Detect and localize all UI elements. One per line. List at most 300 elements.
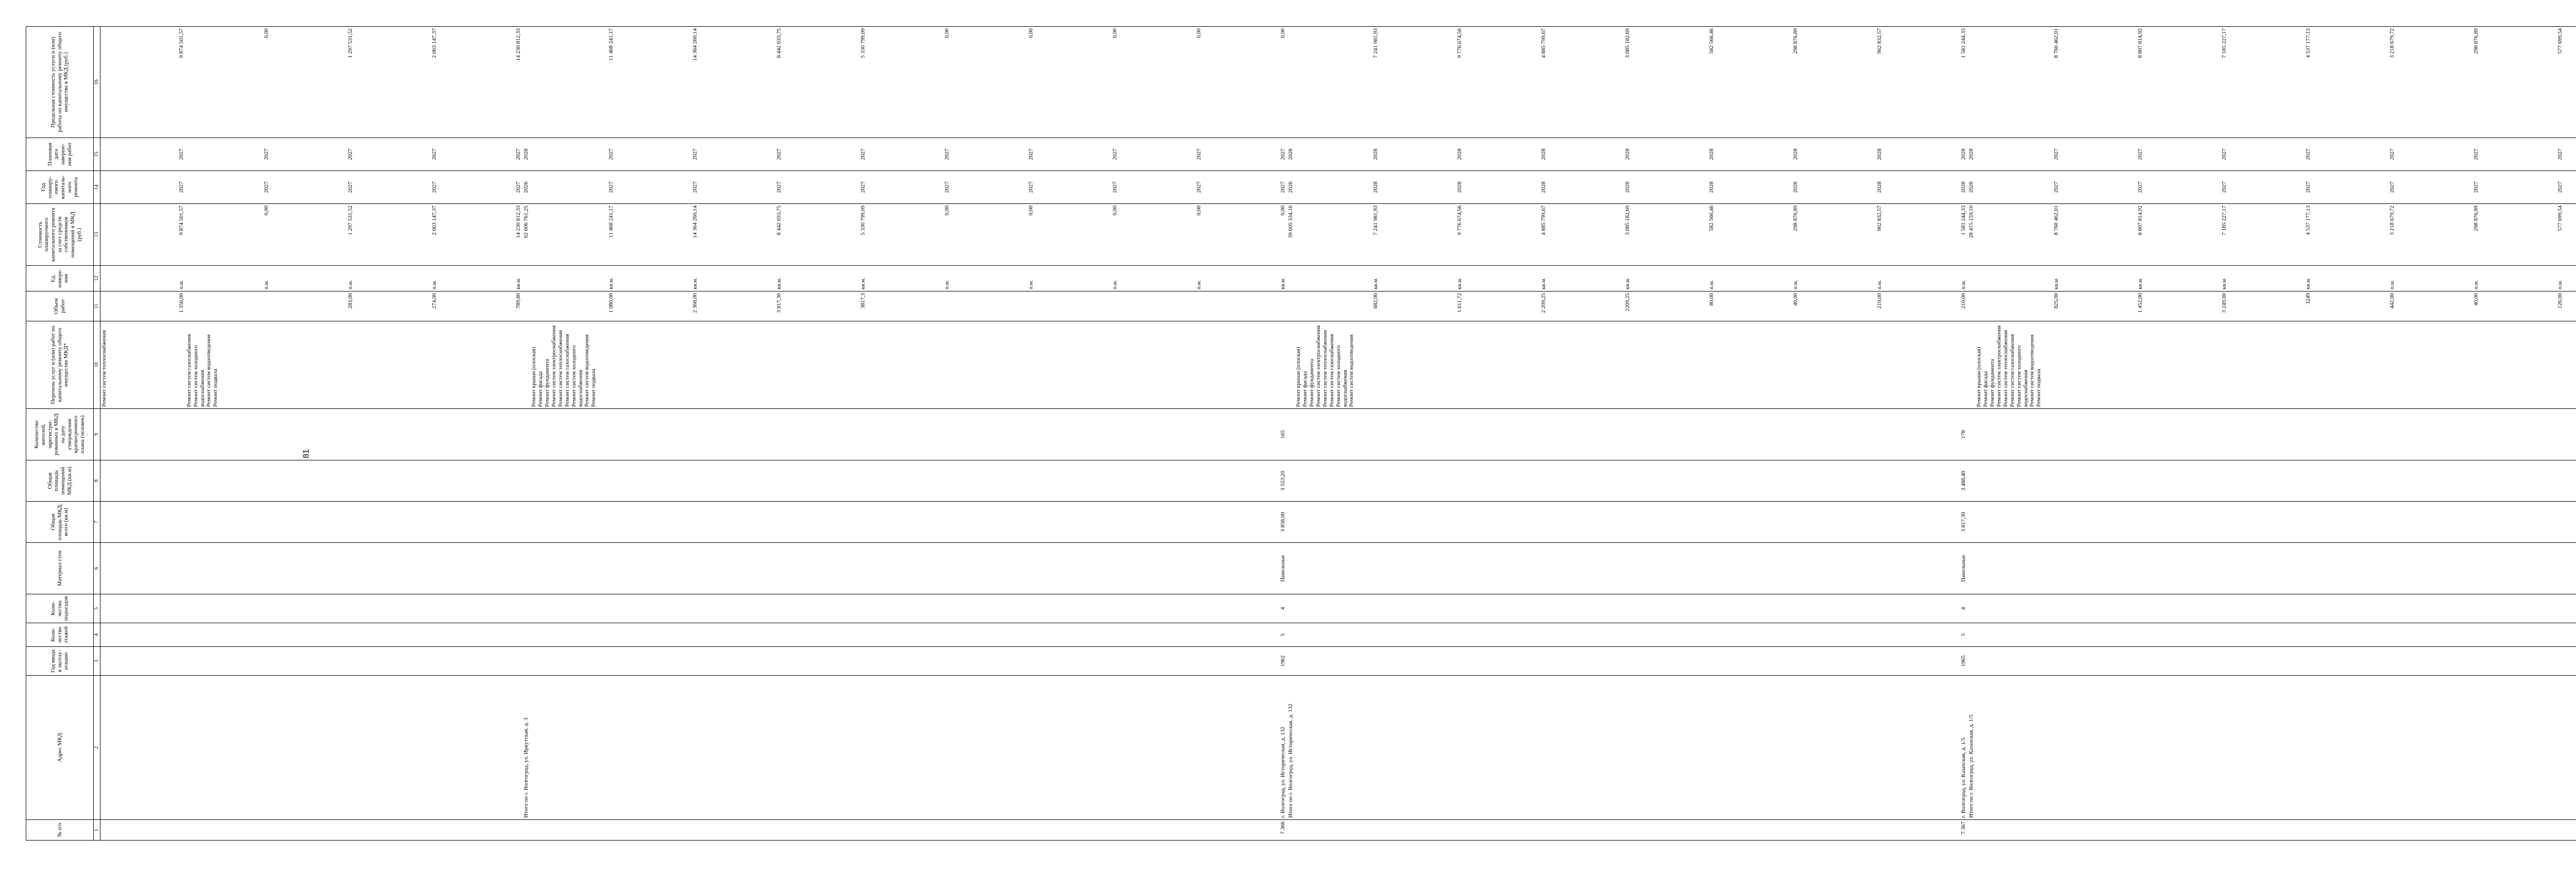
- work-max-cost: 7 241 981,93: [1372, 28, 1379, 58]
- work-plan-year: 2028: [1372, 181, 1379, 193]
- work-volume: 2 368,00: [692, 293, 698, 313]
- work-end-date: 2027: [2389, 148, 2395, 160]
- empty-cell: [1968, 460, 1975, 502]
- work-end-date: 2027: [2473, 148, 2479, 160]
- work-plan-year: 2027: [2473, 181, 2479, 193]
- work-cost-cell: [530, 204, 1287, 266]
- object-row: [1295, 27, 1968, 841]
- work-cost: 4 537 177,13: [2305, 205, 2311, 235]
- work-end-date-cell: [1295, 138, 1968, 171]
- work-volume: 789,80: [515, 293, 521, 309]
- work-volume: [951, 293, 1035, 319]
- work-plan-year: 2027: [515, 181, 521, 193]
- work-end-date: 2028: [1540, 148, 1547, 160]
- column-header: Предельная стоимость услуги и (или) работы по капитальному ремонту общего имущества в МКД (руб.): [26, 27, 94, 138]
- work-cost: 3 218 679,72: [2389, 205, 2395, 235]
- column-header: Материал стен: [26, 543, 94, 594]
- commission-year: 1965: [1295, 647, 1968, 676]
- work-max-cost: 9 874 501,57: [178, 28, 184, 58]
- column-number: 9: [94, 409, 100, 460]
- column-header: Стоимость планируемого капитального ремонта за счет средств собственников помещений в МКД (руб.): [26, 204, 94, 266]
- row-number: 7.367: [1295, 820, 1968, 841]
- work-max-cost: 14 230 812,33: [515, 28, 521, 61]
- work-unit-cell: [530, 266, 1287, 292]
- work-max-cost: 0,00: [263, 28, 269, 39]
- work-plan-year: 2028: [1624, 181, 1631, 193]
- column-number: 13: [94, 204, 100, 266]
- work-volume: 3 817,30: [776, 293, 782, 313]
- total-end-date: 2028: [1287, 138, 1295, 171]
- rooms-area: [1975, 460, 2576, 502]
- work-cost: 582 566,46: [1708, 205, 1715, 231]
- work-unit: п.м.: [1028, 280, 1034, 289]
- empty-cell: [1287, 27, 1295, 138]
- building-address: [100, 676, 186, 820]
- work-plan-year: 2027: [776, 181, 782, 193]
- work-unit: кв.м.: [608, 278, 614, 289]
- empty-cell: [1968, 266, 1975, 292]
- work-max-cost-cell: [530, 27, 1287, 138]
- row-number: [1975, 820, 2576, 841]
- work-volume: 210,00: [1876, 293, 1883, 309]
- work-max-cost: 9 776 674,56: [1456, 28, 1463, 58]
- work-max-cost: 4 885 799,67: [1540, 28, 1547, 58]
- work-max-cost: 298 876,89: [1792, 28, 1799, 54]
- work-unit: кв.м.: [776, 278, 782, 289]
- empty-cell: [522, 321, 530, 409]
- work-name-cell: [1295, 321, 1968, 409]
- work-max-cost: 11 468 241,17: [608, 28, 614, 61]
- work-volume: 40,00: [2473, 293, 2479, 306]
- work-cost: 4 885 799,67: [1540, 205, 1547, 235]
- work-name: Ремонт фасада: [537, 371, 544, 407]
- work-plan-year: 2027: [2053, 181, 2059, 193]
- work-volume: 126,00: [2557, 293, 2563, 309]
- work-end-date-cell: [1975, 138, 2576, 171]
- work-unit: кв.м.: [2305, 278, 2311, 289]
- work-unit: кв.м.: [2137, 278, 2143, 289]
- work-name: Ремонт систем водоотведения: [2029, 334, 2036, 407]
- work-max-cost: 0,00: [1028, 28, 1034, 39]
- empty-cell: [522, 409, 530, 460]
- work-name: Ремонт крыши (плоская): [1976, 347, 1982, 407]
- empty-cell: [522, 647, 530, 676]
- work-plan-year: 2027: [2389, 181, 2395, 193]
- work-end-date: 2027: [1280, 148, 1286, 160]
- empty-cell: [1968, 321, 1975, 409]
- work-volume: [186, 293, 270, 319]
- work-end-date: 2027: [178, 148, 184, 160]
- work-plan-year: 2027: [608, 181, 614, 193]
- work-max-cost-cell: [1295, 27, 1968, 138]
- work-max-cost-cell: [185, 27, 522, 138]
- empty-cell: [1287, 623, 1295, 647]
- header-row: [26, 27, 94, 841]
- empty-cell: [522, 623, 530, 647]
- work-unit: п.м.: [2473, 280, 2479, 289]
- work-end-date: 2028: [1708, 148, 1715, 160]
- rotated-page: [26, 27, 2563, 841]
- work-name: Ремонт фасада: [1982, 371, 1989, 407]
- work-max-cost-cell: [1975, 27, 2576, 138]
- work-cost: 8 807 814,92: [2137, 205, 2143, 235]
- work-unit: кв.м.: [1456, 278, 1463, 289]
- work-max-cost: 1 581 244,33: [1960, 28, 1967, 58]
- work-volume-cell: [530, 292, 1287, 321]
- wall-material: [100, 543, 186, 594]
- total-area: [100, 502, 186, 543]
- work-name: Ремонт систем газоснабжения: [564, 334, 570, 407]
- work-name: Ремонт фундамента: [544, 358, 550, 407]
- work-unit: кв.м.: [2221, 278, 2227, 289]
- column-number: 8: [94, 460, 100, 502]
- work-volume-cell: [185, 292, 522, 321]
- building-address: [1975, 676, 2576, 820]
- empty-cell: [522, 543, 530, 594]
- column-header: Ед. измере-ния: [26, 266, 94, 292]
- floor-count: 5: [1295, 623, 1968, 647]
- work-unit: п.м.: [431, 280, 437, 289]
- entrance-count: [100, 594, 186, 623]
- work-volume: 1 356,00: [178, 293, 184, 313]
- object-row: [185, 27, 522, 841]
- column-number: 2: [94, 676, 100, 820]
- work-plan-year: [2564, 173, 2576, 202]
- work-unit: кв.м.: [692, 278, 698, 289]
- residents-count: [185, 409, 522, 460]
- building-address: [185, 676, 522, 820]
- column-header: Коли-чество этажей: [26, 623, 94, 647]
- work-plan-year: 2027: [263, 181, 269, 193]
- work-end-date: 2027: [515, 148, 521, 160]
- work-cost: 1 297 531,52: [347, 205, 353, 235]
- work-plan-year-cell: [100, 171, 186, 204]
- work-name: Ремонт систем теплоснабжения: [1322, 330, 1328, 407]
- residents-count: [1975, 409, 2576, 460]
- row-number: 7.366: [530, 820, 1287, 841]
- column-header: Количество жителей, зарегистри-рованных в МКД на дату утверждения краткосрочного плана (человек): [26, 409, 94, 460]
- work-end-date: 2027: [1112, 148, 1118, 160]
- entrance-count: [1975, 594, 2576, 623]
- work-volume: 442,00: [2389, 293, 2395, 309]
- commission-year: 1962: [530, 647, 1287, 676]
- column-number: 12: [94, 266, 100, 292]
- work-volume: 1 080,00: [608, 293, 614, 313]
- work-unit: п.м.: [2389, 280, 2395, 289]
- total-area: 3 858,00: [530, 502, 1287, 543]
- work-volume: 1 611,72: [1456, 293, 1463, 313]
- empty-cell: [1287, 594, 1295, 623]
- work-volume: [1118, 293, 1202, 319]
- work-cost: 14 364 260,14: [692, 205, 698, 238]
- work-name: Ремонт систем электроснабжения: [551, 325, 557, 407]
- work-name: Ремонт систем газоснабжения: [1329, 334, 1335, 407]
- work-max-cost: 0,00: [1196, 28, 1202, 39]
- work-plan-year: 2027: [2557, 181, 2563, 193]
- work-cost: 7 241 981,93: [1372, 205, 1379, 235]
- work-max-cost: 8 807 814,92: [2137, 28, 2143, 58]
- work-plan-year: 2027: [1280, 181, 1286, 193]
- work-volume: 3817,3: [860, 293, 866, 309]
- empty-cell: [522, 502, 530, 543]
- work-unit: п.м.: [347, 280, 353, 289]
- work-name: Ремонт систем водоотведения: [206, 334, 212, 407]
- work-end-date: 2027: [431, 148, 437, 160]
- work-volume: [2564, 293, 2576, 319]
- work-volume: 210,00: [1960, 293, 1967, 309]
- work-max-cost: 962 832,57: [1876, 28, 1883, 54]
- column-number: 11: [94, 292, 100, 321]
- work-max-cost: 7 185 227,17: [2221, 28, 2227, 58]
- work-max-cost: [2564, 28, 2576, 136]
- work-cost: 0,00: [1196, 205, 1202, 216]
- work-plan-year: 2027: [860, 181, 866, 193]
- row-number: [100, 820, 186, 841]
- work-end-date: 2027: [608, 148, 614, 160]
- work-cost-cell: [1975, 204, 2576, 266]
- empty-cell: [1968, 594, 1975, 623]
- work-unit: п.м.: [1876, 280, 1883, 289]
- work-name: Ремонт систем водоотведения: [1348, 334, 1355, 407]
- work-name: Ремонт подвала: [2036, 369, 2042, 407]
- work-unit: п.м.: [2557, 280, 2563, 289]
- column-number-row: [94, 27, 100, 841]
- work-plan-year: 2027: [2137, 181, 2143, 193]
- rooms-area: 3 488,40: [1295, 460, 1968, 502]
- column-number: 4: [94, 623, 100, 647]
- work-name: Ремонт систем холодного водоснабжения: [1335, 345, 1348, 407]
- work-unit: кв.м.: [1540, 278, 1547, 289]
- work-name: Ремонт систем холодного водоснабжения: [193, 345, 206, 407]
- wall-material: [185, 543, 522, 594]
- work-plan-year: 2028: [1540, 181, 1547, 193]
- work-plan-year: 2027: [944, 181, 950, 193]
- work-unit: кв.м.: [1624, 278, 1631, 289]
- empty-cell: [1287, 647, 1295, 676]
- work-plan-year: 2028: [1876, 181, 1883, 193]
- work-unit: п.м.: [1792, 280, 1799, 289]
- work-volume: 274,00: [431, 293, 437, 309]
- work-name: Ремонт фундамента: [1309, 358, 1315, 407]
- work-plan-year-cell: [530, 171, 1287, 204]
- empty-cell: [1287, 321, 1295, 409]
- page-number: 81: [302, 449, 311, 458]
- column-number: 5: [94, 594, 100, 623]
- total-plan-year: 2028: [1968, 171, 1975, 204]
- work-plan-year: 2028: [1456, 181, 1463, 193]
- work-volume: 3249: [2305, 293, 2311, 304]
- work-end-date: [2564, 140, 2576, 169]
- rooms-area: [185, 460, 522, 502]
- column-header: Объем работ: [26, 292, 94, 321]
- work-cost: 3 085 182,69: [1624, 205, 1631, 235]
- work-end-date-cell: [530, 138, 1287, 171]
- work-unit: п.м.: [1960, 280, 1967, 289]
- work-cost: 5 330 799,09: [860, 205, 866, 235]
- commission-year: [1975, 647, 2576, 676]
- work-cost: 577 699,54: [2557, 205, 2563, 231]
- total-row: [1968, 27, 1975, 841]
- empty-cell: [1968, 543, 1975, 594]
- column-number: 3: [94, 647, 100, 676]
- empty-cell: [1968, 647, 1975, 676]
- total-cost: 39 605 334,16: [1287, 204, 1295, 266]
- work-end-date: 2027: [2137, 148, 2143, 160]
- work-max-cost: 0,00: [1280, 28, 1286, 39]
- work-volume: 80,00: [1708, 293, 1715, 306]
- work-max-cost: 298 876,89: [2473, 28, 2479, 54]
- work-unit-cell: [1295, 266, 1968, 292]
- total-end-date: 2028: [522, 138, 530, 171]
- entrance-count: [185, 594, 522, 623]
- work-volume: 3 249,00: [2221, 293, 2227, 313]
- work-max-cost: 2 063 147,37: [431, 28, 437, 58]
- work-name-cell: [530, 321, 1287, 409]
- wall-material: Панельные: [530, 543, 1287, 594]
- work-volume-cell: [1295, 292, 1968, 321]
- work-name: Ремонт крыши (плоская): [531, 347, 537, 407]
- work-end-date: 2027: [860, 148, 866, 160]
- total-area: [1975, 502, 2576, 543]
- work-name: Ремонт фундамента: [1989, 358, 1995, 407]
- floor-count: [100, 623, 186, 647]
- total-end-date: 2028: [1968, 138, 1975, 171]
- empty-cell: [1287, 543, 1295, 594]
- work-unit: п.м.: [1196, 280, 1202, 289]
- row-number-cell: [1287, 820, 1295, 841]
- capital-repair-table: [26, 26, 2576, 841]
- work-end-date: 2028: [1372, 148, 1379, 160]
- empty-cell: [1968, 502, 1975, 543]
- work-plan-year: 2027: [347, 181, 353, 193]
- work-max-cost: 8 442 033,75: [776, 28, 782, 58]
- work-end-date: 2028: [1960, 148, 1967, 160]
- total-address: Итого по г. Волгоград, ул. Казахская, д. 1/5: [1968, 676, 1975, 820]
- work-end-date: 2027: [2221, 148, 2227, 160]
- commission-year: [185, 647, 522, 676]
- floor-count: 5: [530, 623, 1287, 647]
- total-plan-year: 2026: [522, 171, 530, 204]
- empty-cell: [1287, 460, 1295, 502]
- column-header: Год планиру-емого капиталь-ного ремонта: [26, 171, 94, 204]
- work-unit: кв.м.: [1372, 278, 1379, 289]
- work-name: Ремонт подвала: [590, 369, 597, 407]
- work-cost: 8 760 462,01: [2053, 205, 2059, 235]
- column-number: 7: [94, 502, 100, 543]
- work-end-date-cell: [100, 138, 186, 171]
- work-cost-cell: [100, 204, 186, 266]
- work-cost: 1 581 244,33: [1960, 205, 1967, 235]
- column-number: 14: [94, 171, 100, 204]
- work-plan-year: 2027: [1028, 181, 1034, 193]
- work-max-cost: 1 297 531,52: [347, 28, 353, 58]
- work-cost: [2564, 205, 2576, 264]
- work-name: Ремонт систем электроснабжения: [1996, 325, 2002, 407]
- column-header: Плановая дата заверше-ния работ: [26, 138, 94, 171]
- wall-material: [1975, 543, 2576, 594]
- row-number: [185, 820, 522, 841]
- column-number: 15: [94, 138, 100, 171]
- total-cost: 28 415 159,10: [1968, 204, 1975, 266]
- work-volume-cell: [1975, 292, 2576, 321]
- work-name: Ремонт систем теплоснабжения: [2003, 330, 2009, 407]
- work-cost: 7 185 227,17: [2221, 205, 2227, 235]
- work-cost: 0,00: [1280, 205, 1286, 216]
- rooms-area: 3 553,20: [530, 460, 1287, 502]
- row-number-cell: [1968, 820, 1975, 841]
- work-max-cost: 14 364 260,14: [692, 28, 698, 61]
- work-end-date: 2027: [692, 148, 698, 160]
- work-volume: 2 209,25: [1540, 293, 1547, 313]
- empty-cell: [522, 292, 530, 321]
- total-address: Итого по г. Волгоград, ул. Историческая, д. 132: [1287, 676, 1295, 820]
- work-plan-year: 2027: [1112, 181, 1118, 193]
- work-volume: 2209,25: [1624, 293, 1631, 312]
- work-plan-year: 2027: [2221, 181, 2227, 193]
- column-header: Коли-чество подъездов: [26, 594, 94, 623]
- object-row: [100, 27, 186, 841]
- column-header: Общая площадь МКД, всего (кв.м): [26, 502, 94, 543]
- total-area: [185, 502, 522, 543]
- work-cost-cell: [185, 204, 522, 266]
- work-plan-year: 2028: [1960, 181, 1967, 193]
- work-name-cell: [185, 321, 522, 409]
- work-name: Ремонт подвала: [212, 369, 219, 407]
- work-unit: п.м.: [178, 280, 184, 289]
- entrance-count: 4: [530, 594, 1287, 623]
- work-max-cost-cell: [100, 27, 186, 138]
- work-end-date: 2027: [347, 148, 353, 160]
- work-cost: 298 876,89: [2473, 205, 2479, 231]
- work-plan-year: 2027: [2305, 181, 2311, 193]
- work-volume: [867, 293, 951, 319]
- work-unit: [2564, 267, 2576, 289]
- work-volume: 682,00: [1372, 293, 1379, 309]
- work-end-date: 2027: [776, 148, 782, 160]
- work-cost: 2 063 147,37: [431, 205, 437, 235]
- empty-cell: [522, 266, 530, 292]
- work-cost: 0,00: [944, 205, 950, 216]
- work-end-date: 2027: [263, 148, 269, 160]
- work-cost: 8 442 033,75: [776, 205, 782, 235]
- empty-cell: [1287, 292, 1295, 321]
- work-cost: 0,00: [263, 205, 269, 216]
- total-cost: 62 606 761,25: [522, 204, 530, 266]
- work-cost: 0,00: [1028, 205, 1034, 216]
- work-unit: п.м.: [263, 280, 269, 289]
- work-name: Ремонт систем электроснабжения: [1315, 325, 1321, 407]
- work-cost: 11 468 241,17: [608, 205, 614, 238]
- empty-cell: [522, 460, 530, 502]
- work-volume: [1035, 293, 1118, 319]
- work-plan-year-cell: [1975, 171, 2576, 204]
- work-plan-year: 2027: [431, 181, 437, 193]
- entrance-count: 4: [1295, 594, 1968, 623]
- work-unit: кв.м.: [515, 278, 521, 289]
- column-number: 6: [94, 543, 100, 594]
- work-unit: кв.м.: [860, 278, 866, 289]
- column-number: 1: [94, 820, 100, 841]
- work-unit: кв.м.: [2053, 278, 2059, 289]
- work-plan-year-cell: [1295, 171, 1968, 204]
- work-unit: п.м.: [1708, 280, 1715, 289]
- work-end-date: 2027: [2305, 148, 2311, 160]
- work-volume: 283,00: [347, 293, 353, 309]
- work-max-cost: 5 330 799,09: [860, 28, 866, 58]
- work-plan-year: 2027: [178, 181, 184, 193]
- empty-cell: [522, 27, 530, 138]
- building-address: г. Волгоград, ул. Историческая, д. 132: [530, 676, 1287, 820]
